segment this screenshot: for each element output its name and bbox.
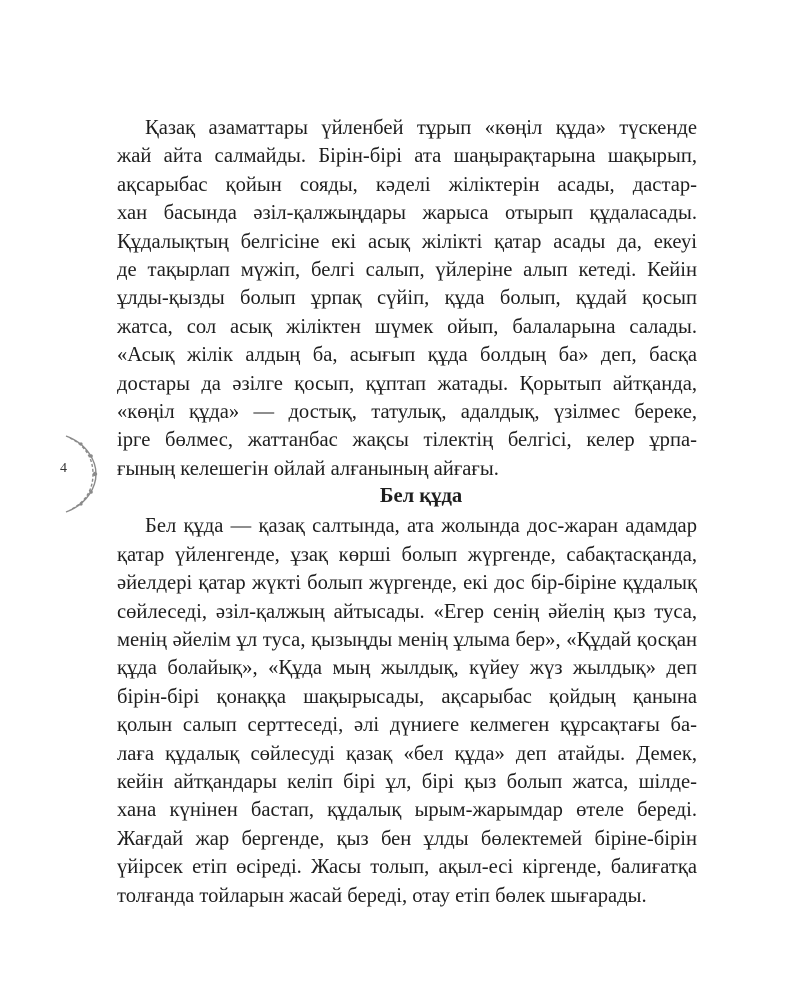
text-line: сөйлеседі, әзіл-қалжың айтысады. «Егер сенің әйелің қыз туса, <box>117 600 697 623</box>
text-line: менің әйелім ұл туса, қызыңды менің ұлыма бер», «Құдай қосқан <box>117 629 697 652</box>
text-line: қолын салып серттеседі, әлі дүниеге келмеген құрсақтағы ба- <box>117 714 697 737</box>
text-line: ғының келешегін ойлай алғанының айғағы. <box>117 457 499 480</box>
text-line: үйірсек етіп өсіреді. Жасы толып, ақыл-есі кіргенде, балиғатқа <box>117 856 697 879</box>
text-line: жай айта салмайды. Бірін-бірі ата шаңырақтарына шақырып, <box>117 145 697 168</box>
text-line: «Асық жілік алдың ба, асығып құда болдың ба» деп, басқа <box>117 344 697 367</box>
text-line: хан басында әзіл-қалжыңдары жарыса отырып құдаласады. <box>117 202 697 225</box>
text-line: толғанда тойларын жасай береді, отау етіп бөлек шығарады. <box>117 884 647 907</box>
text-line: құда болайық», «Құда мың жылдық, күйеу жүз жылдық» деп <box>117 657 697 680</box>
text-line: кейін айтқандары келіп бірі ұл, бірі қыз болып жатса, шілде- <box>117 771 697 794</box>
text-line: бірін-бірі қонаққа шақырысады, ақсарыбас қойдың қанына <box>117 685 697 708</box>
text-line: әйелдері қатар жүкті болып жүргенде, екі дос бір-біріне құдалық <box>117 572 697 595</box>
text-line: Бел құда — қазақ салтында, ата жолында дос-жаран адамдар <box>145 515 697 538</box>
text-line: Жағдай жар бергенде, қыз бен ұлды бөлектемей біріне-бірін <box>117 827 697 850</box>
text-line: ақсарыбас қойын сояды, кәделі жіліктерін асады, дастар- <box>117 173 697 196</box>
text-line: Құдалықтың белгісіне екі асық жілікті қатар асады да, екеуі <box>117 230 697 253</box>
text-line: лаға құдалық сөйлесуді қазақ «бел құда» деп атайды. Демек, <box>117 742 697 765</box>
section-heading: Бел құда <box>379 485 463 507</box>
text-line: Қазақ азаматтары үйленбей тұрып «көңіл құда» түскенде <box>145 117 697 139</box>
text-line: ірге бөлмес, жаттанбас жақсы тілектің белгісі, келер ұрпа- <box>117 429 697 452</box>
page-number: 4 <box>60 461 67 476</box>
section-bel-kuda <box>117 482 697 910</box>
text-line: қатар үйленгенде, ұзақ көрші болып жүргенде, сабақтасқанда, <box>117 543 697 566</box>
text-line: ұлды-қызды болып ұрпақ сүйіп, құда болып, құдай қосып <box>117 287 697 310</box>
text-line: достары да әзілге қосып, құптап жатады. Қорытып айтқанда, <box>117 372 697 395</box>
text-line: де тақырлап мүжіп, белгі салып, үйлеріне алып кетеді. Кейін <box>117 259 697 282</box>
text-line: хана күнінен бастап, құдалық ырым-жарымдар өтеле береді. <box>117 799 697 822</box>
text-line: жатса, сол асық жіліктен шүмек ойып, балаларына салады. <box>117 315 697 338</box>
margin-ornament-icon <box>62 432 102 516</box>
paragraph-kongil-kuda <box>117 114 697 483</box>
text-line: «көңіл құда» — достық, татулық, адалдық, үзілмес береке, <box>117 401 697 424</box>
